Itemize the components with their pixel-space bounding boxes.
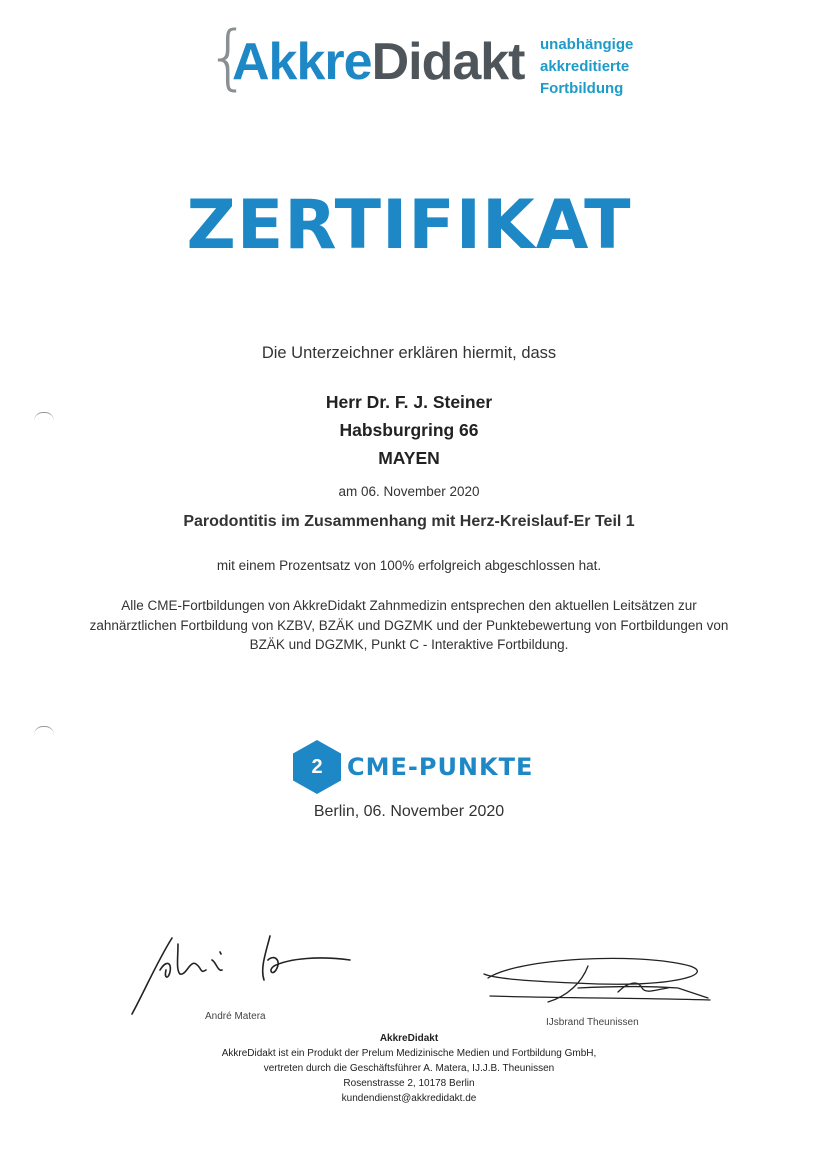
logo-tagline bbox=[540, 34, 633, 100]
recipient-name: Herr Dr. F. J. Steiner bbox=[325, 392, 493, 412]
recipient-street: Habsburgring 66 bbox=[339, 420, 479, 440]
signature-block-theunissen bbox=[478, 952, 718, 1028]
statement-line: Alle CME-Fortbildungen von AkkreDidakt Zahnmedizin entsprechen den aktuellen Leitsätzen zur bbox=[121, 598, 697, 613]
signatory-name: IJsbrand Theunissen bbox=[546, 1017, 639, 1028]
cme-points-value: 2 bbox=[311, 756, 323, 778]
statement-paragraph bbox=[70, 596, 748, 655]
footer-line: AkkreDidakt ist ein Produkt der Prelum Medizinische Medien und Fortbildung GmbH, bbox=[221, 1048, 597, 1059]
signatory-name: André Matera bbox=[205, 1011, 266, 1022]
place-date: Berlin, 06. November 2020 bbox=[313, 803, 505, 820]
recipient-block bbox=[0, 388, 818, 472]
footer-company: AkkreDidakt bbox=[379, 1033, 439, 1044]
cme-points-label: CME-PUNKTE bbox=[347, 753, 534, 781]
logo-akkre: Akkre bbox=[232, 33, 372, 91]
signature-matera bbox=[130, 930, 360, 1020]
footer-address: Rosenstrasse 2, 10178 Berlin bbox=[343, 1078, 475, 1089]
punch-hole-mark bbox=[34, 412, 54, 421]
tagline-line: unabhängige bbox=[540, 36, 634, 53]
cme-points-badge bbox=[291, 739, 533, 795]
completion-date: am 06. November 2020 bbox=[338, 484, 480, 499]
logo-brace: { bbox=[206, 16, 251, 98]
statement-line: BZÄK und DGZMK, Punkt C - Interaktive Fortbildung. bbox=[249, 637, 569, 652]
course-title: Parodontitis im Zusammenhang mit Herz-Kreislauf-Er Teil 1 bbox=[183, 513, 635, 530]
footer-line: vertreten durch die Geschäftsführer A. Matera, IJ.J.B. Theunissen bbox=[263, 1063, 555, 1074]
statement-line: zahnärztlichen Fortbildung von KZBV, BZÄK und DGZMK und der Punktebewertung von Fortbildungen von bbox=[89, 617, 729, 633]
signature-block-matera bbox=[130, 930, 360, 1022]
result-text: mit einem Prozentsatz von 100% erfolgreich abgeschlossen hat. bbox=[216, 558, 602, 573]
intro-text: Die Unterzeichner erklären hiermit, dass bbox=[261, 344, 557, 362]
tagline-line: Fortbildung bbox=[540, 80, 624, 97]
footer-email[interactable]: kundendienst@akkredidakt.de bbox=[341, 1093, 477, 1104]
punch-hole-mark bbox=[34, 726, 54, 735]
recipient-city: MAYEN bbox=[378, 448, 440, 468]
certificate-title: ZERTIFIKAT bbox=[186, 186, 632, 265]
signature-theunissen bbox=[478, 952, 718, 1022]
logo-wordmark bbox=[232, 34, 524, 90]
logo-didakt: Didakt bbox=[371, 33, 525, 91]
hexagon-icon bbox=[291, 739, 343, 795]
tagline-line: akkreditierte bbox=[540, 58, 630, 75]
footer bbox=[0, 1031, 818, 1106]
